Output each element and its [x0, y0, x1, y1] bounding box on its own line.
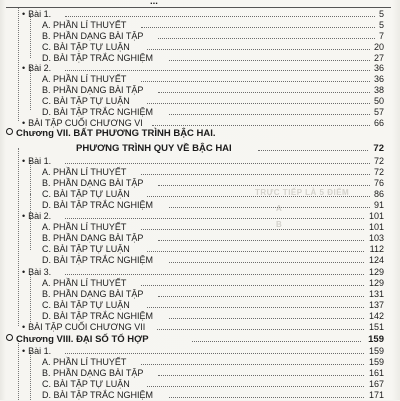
toc-entry-label: [42, 368, 143, 379]
dot-leader: [147, 49, 370, 50]
toc-entry-label: [42, 300, 130, 311]
section-entry[interactable]: [0, 178, 400, 189]
toc-page-number: 36: [373, 74, 384, 84]
dot-leader: [158, 296, 364, 297]
toc-entry-text: Chương VIII. ĐẠI SỐ TỔ HỢP: [16, 334, 149, 345]
toc-entry-text: Chương VII. BẤT PHƯƠNG TRÌNH BẬC HAI.: [16, 128, 216, 139]
dot-leader: [147, 307, 365, 308]
toc-entry-text: C. BÀI TẬP TỰ LUẬN: [42, 244, 130, 254]
dot-leader: [258, 150, 367, 151]
dot-leader: [147, 386, 365, 387]
toc-entry-label: [42, 107, 153, 118]
toc-entry-text: C. BÀI TẬP TỰ LUẬN: [42, 189, 130, 199]
toc-entry-text: C. BÀI TẬP TỰ LUẬN: [42, 300, 130, 310]
faint-bleed-text: TRỰC TIẾP LÀ 5 ĐIỂM: [255, 188, 350, 197]
section-entry[interactable]: [0, 311, 400, 322]
toc-entry-text: A. PHẦN LÍ THUYẾT: [42, 357, 127, 367]
toc-page-number: 66: [373, 118, 384, 128]
faint-bleed-text: A: [276, 204, 283, 213]
toc-entry-text: A. PHẦN LÍ THUYẾT: [42, 20, 127, 30]
toc-entry-label: [42, 74, 126, 85]
section-entry[interactable]: [0, 368, 400, 379]
toc-entry-label: [42, 167, 126, 178]
dot-leader: [141, 229, 364, 230]
bullet-icon: •: [22, 63, 26, 73]
toc-entry-label: [6, 334, 149, 345]
section-entry[interactable]: [0, 289, 400, 300]
toc-entry-label: [42, 390, 153, 401]
section-entry[interactable]: [0, 222, 400, 233]
toc-entry-text: C. BÀI TẬP TỰ LUẬN: [42, 96, 130, 106]
toc-entry-text: B. PHẦN DẠNG BÀI TẬP: [42, 289, 144, 299]
toc-page-number: 72: [373, 143, 384, 154]
bullet-icon: •: [22, 346, 26, 356]
toc-entry-text: D. BÀI TẬP TRẮC NGHIỆM: [42, 107, 154, 117]
toc-entry-text: B. PHẦN DẠNG BÀI TẬP: [42, 85, 144, 95]
section-entry[interactable]: [0, 107, 400, 118]
toc-page-number: 124: [368, 255, 384, 265]
section-entry[interactable]: [0, 74, 400, 85]
dot-leader: [141, 27, 375, 28]
toc-page-number: 72: [373, 167, 384, 177]
dot-leader: [158, 185, 370, 186]
toc-entry-text: Bài 1.: [28, 156, 52, 166]
toc-entry-text: D. BÀI TẬP TRẮC NGHIỆM: [42, 200, 154, 210]
section-entry[interactable]: [0, 20, 400, 31]
section-entry[interactable]: [0, 31, 400, 42]
toc-entry-label: [42, 200, 153, 211]
toc-page-number: 36: [373, 63, 384, 73]
dot-leader: [65, 274, 364, 275]
toc-entry-text: A. PHẦN LÍ THUYẾT: [42, 167, 127, 177]
dot-leader: [169, 114, 369, 115]
section-entry[interactable]: [0, 96, 400, 107]
toc-entry-text: B. PHẦN DẠNG BÀI TẬP: [42, 31, 144, 41]
dot-leader: [158, 92, 370, 93]
toc-entry-label: [42, 178, 143, 189]
section-entry[interactable]: [0, 167, 400, 178]
toc-page-number: 159: [368, 346, 384, 356]
toc-entry-text: Bài 1.: [28, 346, 52, 356]
toc-entry-label: [42, 222, 126, 233]
toc-entry-text: D. BÀI TẬP TRẮC NGHIỆM: [42, 311, 154, 321]
toc-entry-label: [22, 211, 51, 222]
toc-page-number: 167: [368, 379, 384, 389]
toc-entry-label: [22, 346, 51, 357]
section-entry[interactable]: [0, 300, 400, 311]
toc-page-number: 7: [378, 31, 384, 41]
toc-entry-text: C. BÀI TẬP TỰ LUẬN: [42, 379, 130, 389]
dot-leader: [158, 375, 364, 376]
toc-entry-label: [42, 357, 126, 368]
lesson-entry[interactable]: [0, 211, 400, 222]
toc-page-number: 161: [368, 368, 384, 378]
toc-page-number: 76: [373, 178, 384, 188]
toc-entry-text: D. BÀI TẬP TRẮC NGHIỆM: [42, 53, 154, 63]
section-entry[interactable]: [0, 42, 400, 53]
toc-entry-label: [22, 156, 51, 167]
toc-page-number: 103: [368, 233, 384, 243]
toc-entry-label: [42, 31, 143, 42]
toc-entry-label: [76, 143, 232, 154]
section-entry[interactable]: [0, 244, 400, 255]
toc-entry-text: Bài 2.: [28, 63, 52, 73]
chapter-entry[interactable]: [0, 334, 400, 345]
bullet-icon: •: [22, 156, 26, 166]
toc-entry-text: Bài 2.: [28, 211, 52, 221]
toc-entry-label: [42, 278, 126, 289]
toc-entry-label: [42, 311, 153, 322]
toc-page-number: 86: [373, 189, 384, 199]
dot-leader: [141, 174, 369, 175]
dot-leader: [169, 318, 364, 319]
toc-page-number: 5: [378, 20, 384, 30]
toc-cutoff-text: ...: [150, 0, 158, 7]
toc-entry-label: [42, 42, 130, 53]
toc-entry-label: [42, 85, 143, 96]
lesson-entry[interactable]: [0, 267, 400, 278]
toc-entry-label: [42, 233, 143, 244]
toc-entry-label: [22, 322, 145, 333]
section-entry[interactable]: [0, 278, 400, 289]
dot-leader: [141, 364, 364, 365]
dot-leader: [147, 251, 365, 252]
toc-entry-text: B. PHẦN DẠNG BÀI TẬP: [42, 233, 144, 243]
toc-entry-text: B. PHẦN DẠNG BÀI TẬP: [42, 368, 144, 378]
toc-page-number: 129: [368, 278, 384, 288]
toc-entry-text: Bài 1.: [28, 9, 52, 19]
dot-leader: [65, 218, 364, 219]
toc-page-number: 50: [373, 96, 384, 106]
toc-page-number: 151: [368, 322, 384, 332]
dot-leader: [65, 70, 369, 71]
toc-page-number: 101: [368, 222, 384, 232]
toc-page-number: 159: [368, 357, 384, 367]
toc-entry-text: BÀI TẬP CUỐI CHƯƠNG VII: [28, 322, 146, 332]
toc-entry-text: A. PHẦN LÍ THUYẾT: [42, 74, 127, 84]
toc-page-number: 5: [378, 9, 384, 19]
toc-entry-label: [42, 189, 130, 200]
dot-leader: [65, 163, 369, 164]
toc-entry-text: PHƯƠNG TRÌNH QUY VỀ BẬC HAI: [76, 143, 232, 154]
toc-page-number: 38: [373, 85, 384, 95]
toc-entry-label: [22, 267, 51, 278]
toc-page-number: 57: [373, 107, 384, 117]
chapter-entry[interactable]: [0, 143, 400, 154]
lesson-entry[interactable]: [0, 346, 400, 357]
section-entry[interactable]: [0, 390, 400, 401]
toc-page-number: 101: [368, 211, 384, 221]
toc-page-number: 27: [373, 53, 384, 63]
toc-entry-label: [6, 128, 216, 139]
toc-entry-text: A. PHẦN LÍ THUYẾT: [42, 278, 127, 288]
toc-entry-label: [42, 244, 130, 255]
toc-entry-label: [42, 20, 126, 31]
dot-leader: [169, 397, 364, 398]
section-entry[interactable]: [0, 357, 400, 368]
section-entry[interactable]: [0, 255, 400, 266]
toc-entry-text: C. BÀI TẬP TỰ LUẬN: [42, 42, 130, 52]
toc-page-number: 20: [373, 42, 384, 52]
faint-bleed-text: B: [276, 220, 283, 229]
circle-bullet-icon: [6, 334, 13, 341]
dot-leader: [158, 38, 375, 39]
toc-page-number: 142: [368, 311, 384, 321]
dot-leader: [157, 329, 364, 330]
bullet-icon: •: [22, 211, 26, 221]
dot-leader: [147, 103, 370, 104]
bullet-icon: •: [22, 9, 26, 19]
dot-leader: [169, 262, 364, 263]
bullet-icon: •: [22, 322, 26, 332]
toc-entry-text: BÀI TẬP CUỐI CHƯƠNG VI: [28, 118, 143, 128]
toc-page-number: 137: [368, 300, 384, 310]
toc-page-number: 159: [368, 334, 384, 345]
lesson-entry[interactable]: [0, 63, 400, 74]
section-entry[interactable]: [0, 233, 400, 244]
toc-page-number: 91: [373, 200, 384, 210]
dot-leader: [141, 81, 369, 82]
lesson-entry[interactable]: [0, 322, 400, 333]
toc-page-number: 171: [368, 390, 384, 400]
toc-entry-text: D. BÀI TẬP TRẮC NGHIỆM: [42, 255, 154, 265]
toc-entry-label: [42, 96, 130, 107]
toc-entry-label: [42, 255, 153, 266]
dot-leader: [141, 285, 364, 286]
toc-page-number: 129: [368, 267, 384, 277]
dot-leader: [158, 240, 364, 241]
chapter-entry[interactable]: [0, 128, 400, 139]
divider: [6, 7, 391, 8]
dot-leader: [169, 207, 369, 208]
toc-entry-label: [22, 9, 51, 20]
toc-entry-text: D. BÀI TẬP TRẮC NGHIỆM: [42, 390, 154, 400]
toc-page-number: 112: [369, 244, 384, 254]
dot-leader: [147, 196, 370, 197]
toc-entry-label: [22, 63, 51, 74]
toc-entry-text: B. PHẦN DẠNG BÀI TẬP: [42, 178, 144, 188]
lesson-entry[interactable]: [0, 156, 400, 167]
toc-entry-label: [42, 379, 130, 390]
circle-bullet-icon: [6, 128, 13, 135]
section-entry[interactable]: [0, 85, 400, 96]
lesson-entry[interactable]: [0, 9, 400, 20]
dot-leader: [192, 341, 362, 342]
dot-leader: [152, 125, 370, 126]
dot-leader: [65, 353, 364, 354]
toc-page-number: 131: [368, 289, 384, 299]
dot-leader: [169, 60, 369, 61]
toc-page-number: 72: [373, 156, 384, 166]
dot-leader: [65, 16, 374, 17]
bullet-icon: •: [22, 118, 26, 128]
toc-entry-label: [42, 289, 143, 300]
toc-entry-text: A. PHẦN LÍ THUYẾT: [42, 222, 127, 232]
section-entry[interactable]: [0, 379, 400, 390]
toc-entry-text: Bài 3.: [28, 267, 52, 277]
bullet-icon: •: [22, 267, 26, 277]
section-entry[interactable]: [0, 200, 400, 211]
section-entry[interactable]: [0, 189, 400, 200]
toc-cutoff-heading: [0, 0, 400, 7]
